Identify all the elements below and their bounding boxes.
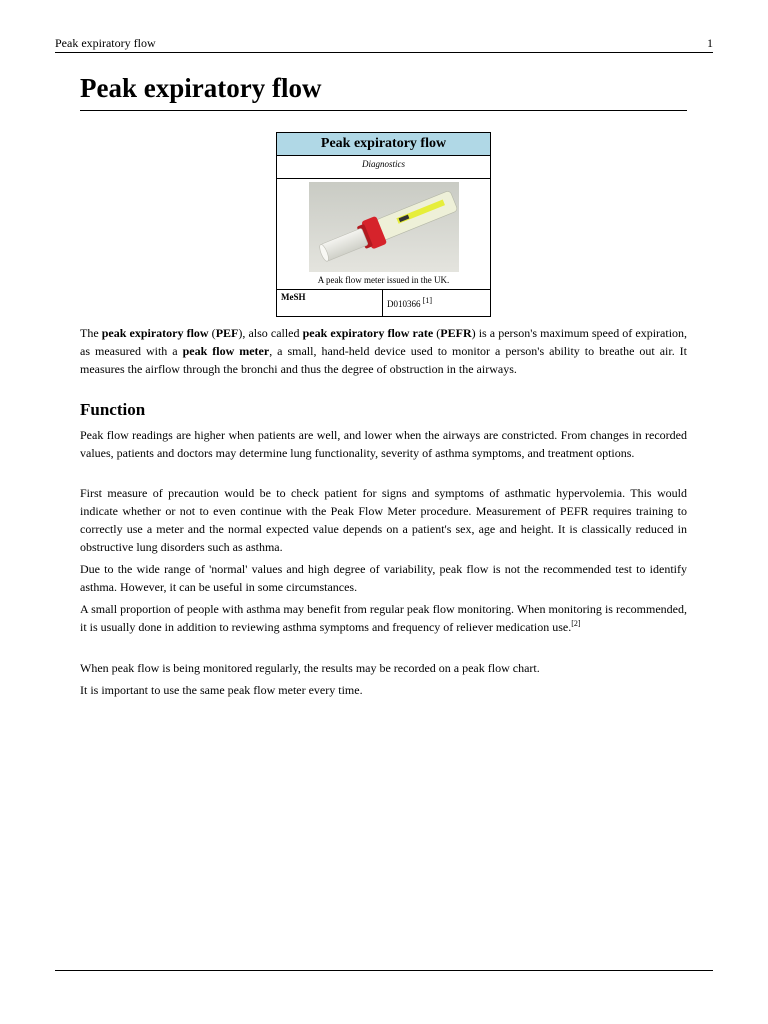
function-paragraph-1: Peak flow readings are higher when patients are well, and lower when the airways are constricted. From changes in recorded values, patients and doctors may determine lung functionality, severity of asthma symptoms, and treatment options.	[80, 428, 687, 460]
infobox-image-caption: A peak flow meter issued in the UK.	[317, 275, 450, 285]
infobox-row-label: MeSH	[277, 290, 383, 316]
infobox	[276, 132, 491, 317]
page-number: 1	[707, 36, 713, 50]
intro-term: PEFR	[440, 326, 472, 340]
intro-term: PEF	[215, 326, 239, 340]
infobox-subtitle: Diagnostics	[277, 156, 490, 179]
page-title: Peak expiratory flow	[80, 73, 322, 103]
function-paragraph-5: When peak flow is being monitored regularly, the results may be recorded on a peak flow chart.	[80, 661, 540, 675]
function-paragraph-4-text: A small proportion of people with asthma may benefit from regular peak flow monitoring. When monitoring is recommended, it is usually done in addition to reviewing asthma symptoms and frequency of reliever medication use.	[80, 602, 687, 634]
intro-term: peak expiratory flow rate	[302, 326, 434, 340]
footer-divider	[55, 970, 713, 971]
infobox-row-mesh	[277, 290, 490, 316]
intro-text: , a small, hand-held device used to monitor a person's ability to breathe out air. It measures the airflow through the bronchi and thus the degree of obstruction in the airways.	[80, 344, 688, 376]
intro-term: peak expiratory flow	[101, 326, 209, 340]
title-divider	[80, 110, 687, 111]
function-paragraph-3: Due to the wide range of 'normal' values and high degree of variability, peak flow is not the recommended test to identify asthma. However, it can be useful in some circumstances.	[80, 562, 687, 594]
intro-text: ) is a person's maximum speed of expiration, as measured with a	[80, 326, 688, 358]
function-paragraph-6: It is important to use the same peak flow meter every time.	[80, 683, 363, 697]
intro-text: ), also called	[238, 326, 303, 340]
peak-flow-meter-photo	[309, 182, 459, 272]
section-heading-function: Function	[80, 400, 146, 419]
citation-link[interactable]: [2]	[571, 619, 581, 628]
function-paragraph-4	[80, 600, 687, 636]
intro-text: (	[208, 326, 216, 340]
running-title: Peak expiratory flow	[55, 36, 156, 50]
function-paragraph-2: First measure of precaution would be to check patient for signs and symptoms of asthmatic hypervolemia. This would indicate whether or not to even continue with the Peak Flow Meter procedure. Measurement of PEFR requires training to correctly use a meter and the normal expected value depends on a patient's sex, age and height. It is classically reduced in obstructive lung disorders such as asthma.	[80, 486, 687, 554]
citation-link[interactable]: [1]	[422, 296, 433, 305]
intro-text: (	[433, 326, 441, 340]
intro-term: peak flow meter	[182, 344, 270, 358]
intro-paragraph	[80, 324, 687, 378]
running-header	[55, 36, 713, 53]
infobox-row-value	[383, 290, 490, 316]
infobox-title: Peak expiratory flow	[277, 133, 490, 156]
infobox-image-cell	[277, 179, 490, 290]
intro-text: The	[80, 326, 102, 340]
mesh-id: D010366	[387, 299, 421, 309]
